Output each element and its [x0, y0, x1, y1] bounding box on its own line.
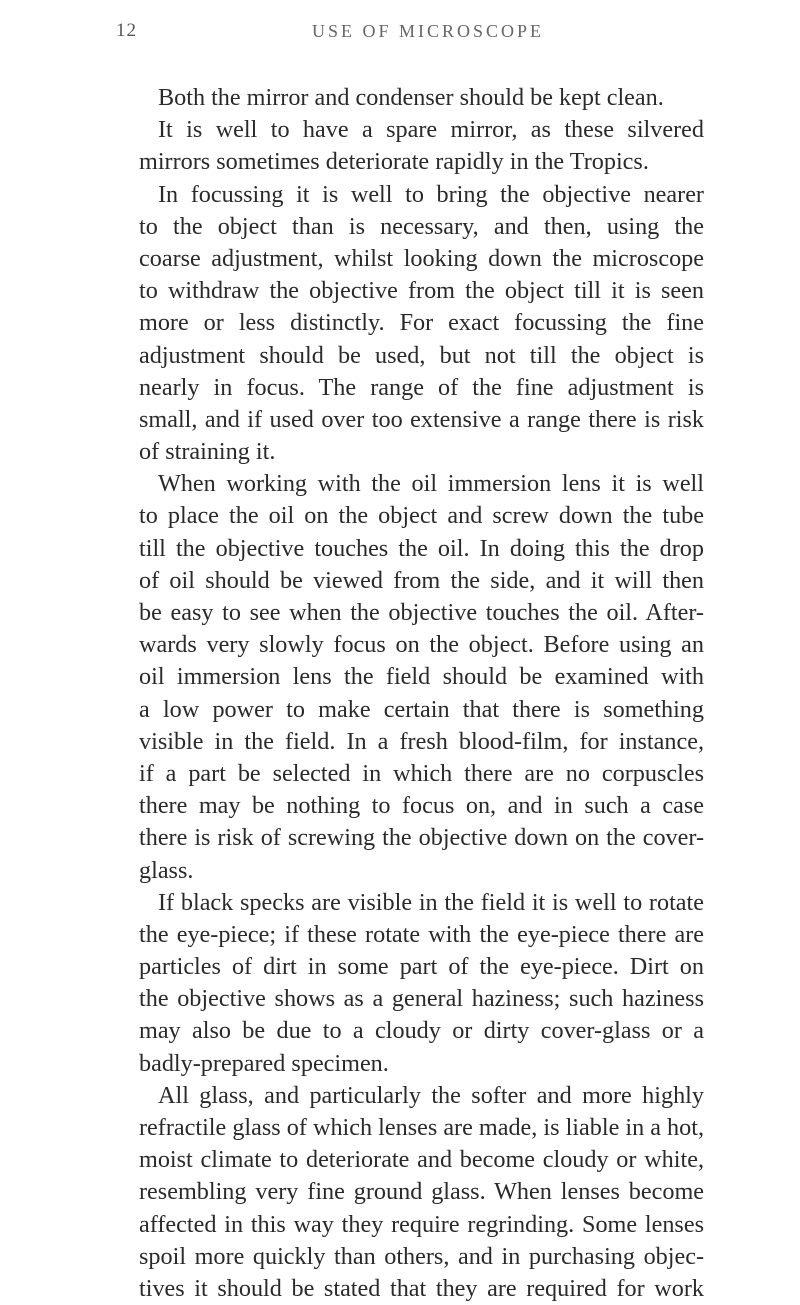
- text-line: oil immersion lens the field should be examined with: [139, 663, 704, 691]
- text-line: Both the mirror and condenser should be kept clean.: [158, 84, 664, 111]
- text-line: resembling very fine ground glass. When lenses become: [139, 1178, 704, 1206]
- text-line: visible in the field. In a fresh blood-film, for instance,: [139, 727, 704, 755]
- text-line: coarse adjustment, whilst looking down the microscope: [139, 244, 704, 272]
- body-text: [139, 82, 704, 1305]
- text-line: If black specks are visible in the field it is well to rotate: [158, 888, 704, 916]
- text-line: the objective shows as a general haziness; such haziness: [139, 985, 704, 1013]
- text-line: of oil should be viewed from the side, and it will then: [139, 566, 704, 594]
- text-line: When working with the oil immersion lens it is well: [158, 470, 704, 498]
- text-line: to withdraw the objective from the object till it is seen: [139, 277, 704, 305]
- text-line: glass.: [139, 856, 194, 884]
- text-line: till the objective touches the oil. In doing this the drop: [139, 534, 704, 562]
- text-line: a low power to make certain that there is something: [139, 695, 704, 723]
- running-title: USE OF MICROSCOPE: [312, 21, 545, 41]
- text-line: to place the oil on the object and screw down the tube: [139, 502, 704, 530]
- text-line: there is risk of screwing the objective down on the cover-: [139, 824, 704, 852]
- text-line: if a part be selected in which there are no corpuscles: [139, 759, 704, 787]
- text-line: All glass, and particularly the softer and more highly: [158, 1081, 704, 1109]
- page-number: 12: [116, 20, 137, 41]
- text-line: there may be nothing to focus on, and in such a case: [139, 792, 704, 820]
- text-line: spoil more quickly than others, and in purchasing objec-: [139, 1242, 704, 1270]
- text-line: badly-prepared specimen.: [139, 1049, 389, 1077]
- text-line: In focussing it is well to bring the objective nearer: [158, 180, 704, 208]
- text-line: nearly in focus. The range of the fine adjustment is: [139, 373, 704, 401]
- text-line: small, and if used over too extensive a range there is risk: [139, 405, 704, 433]
- text-line: the eye-piece; if these rotate with the eye-piece there are: [139, 920, 704, 948]
- text-line: affected in this way they require regrinding. Some lenses: [139, 1210, 704, 1238]
- text-line: of straining it.: [139, 438, 276, 466]
- text-line: tives it should be stated that they are required for work: [139, 1274, 704, 1302]
- text-line: particles of dirt in some part of the eye-piece. Dirt on: [139, 953, 704, 981]
- text-line: adjustment should be used, but not till the object is: [139, 341, 704, 369]
- text-line: be easy to see when the objective touches the oil. After-: [139, 599, 704, 626]
- text-line: mirrors sometimes deteriorate rapidly in the Tropics.: [139, 148, 649, 176]
- text-line: moist climate to deteriorate and become cloudy or white,: [139, 1146, 704, 1174]
- page-header: [116, 20, 716, 44]
- text-line: may also be due to a cloudy or dirty cover-glass or a: [139, 1017, 704, 1045]
- text-line: wards very slowly focus on the object. Before using an: [139, 631, 704, 659]
- text-line: to the object than is necessary, and then, using the: [139, 212, 704, 240]
- text-line: more or less distinctly. For exact focussing the fine: [139, 309, 704, 337]
- text-line: refractile glass of which lenses are made, is liable in a hot,: [139, 1114, 704, 1141]
- text-line: It is well to have a spare mirror, as these silvered: [158, 116, 704, 144]
